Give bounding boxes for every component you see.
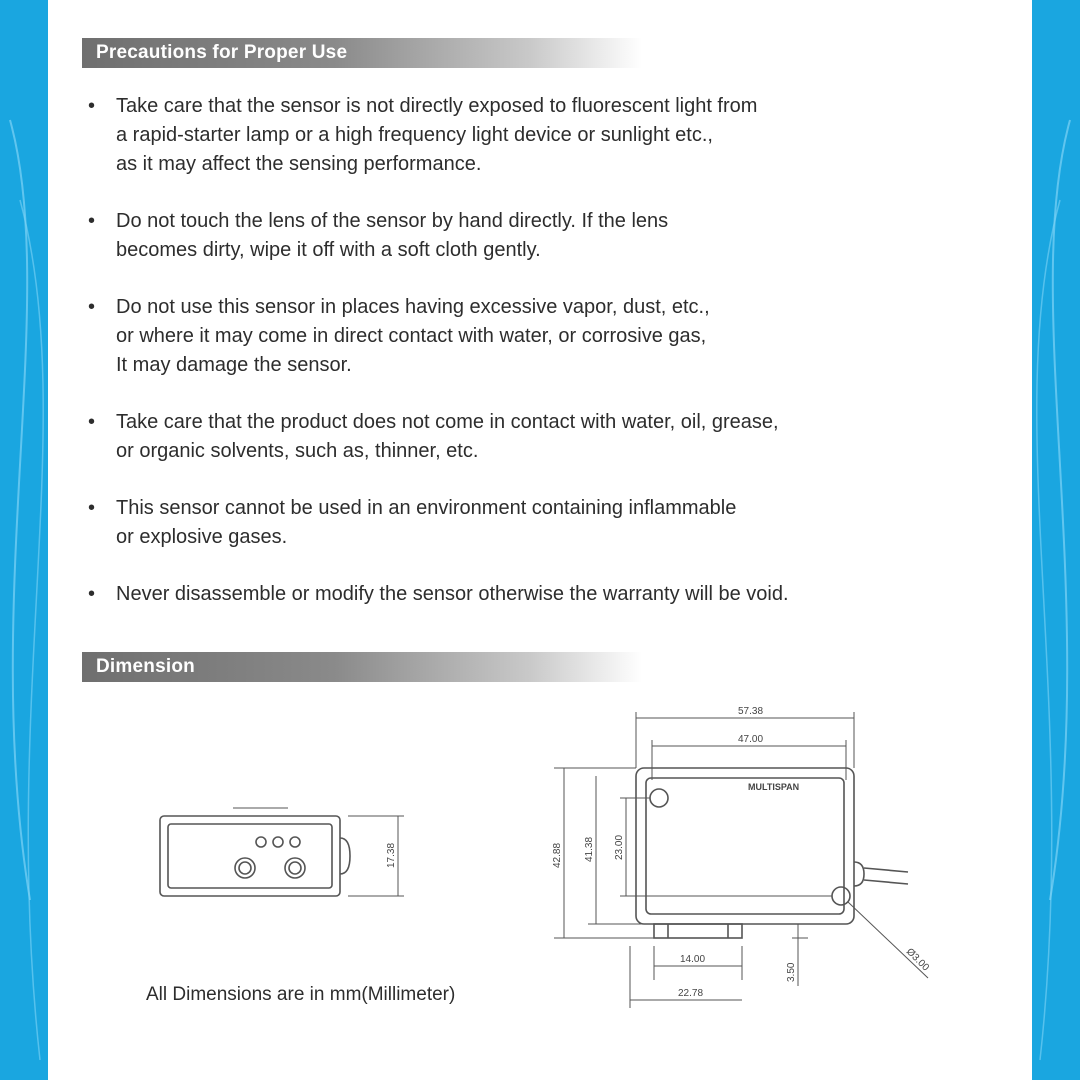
dimension-note: All Dimensions are in mm(Millimeter) [146, 984, 456, 1005]
precaution-item: • Do not use this sensor in places having excessive vapor, dust, etc., or where it may come in direct contact with water, or corrosive gas, It may damage the sensor. [88, 293, 988, 380]
dim-hole-spacing: 23.00 [614, 834, 625, 860]
dim-hole-diameter: Ø3.00 [903, 946, 931, 974]
bullet-icon: • [88, 210, 96, 232]
dim-bracket-offset: 22.78 [678, 988, 704, 999]
precautions-list [88, 92, 988, 637]
precaution-item: • Take care that the sensor is not directly exposed to fluorescent light from a rapid-starter lamp or a high frequency light device or sunlight etc., as it may affect the sensing performance. [88, 92, 988, 179]
dimension-drawing [48, 690, 1032, 1020]
bullet-icon: • [88, 296, 96, 318]
precautions-header: Precautions for Proper Use [82, 38, 642, 68]
dim-bracket-height: 3.50 [786, 962, 797, 982]
dimension-header: Dimension [82, 652, 642, 682]
precaution-item: • This sensor cannot be used in an environment containing inflammable or explosive gases. [88, 494, 988, 552]
bullet-icon: • [88, 497, 96, 519]
dim-height-body: 41.38 [584, 836, 595, 862]
precaution-item: • Do not touch the lens of the sensor by hand directly. If the lens becomes dirty, wipe it off with a soft cloth gently. [88, 207, 988, 265]
bullet-icon: • [88, 583, 96, 605]
precaution-item: • Never disassemble or modify the sensor otherwise the warranty will be void. [88, 580, 988, 609]
bullet-icon: • [88, 95, 96, 117]
precaution-item: • Take care that the product does not come in contact with water, oil, grease, or organic solvents, such as, thinner, etc. [88, 408, 988, 466]
dim-bracket-width: 14.00 [680, 954, 706, 965]
bullet-icon: • [88, 411, 96, 433]
brand-label: MULTISPAN [748, 782, 800, 792]
dim-width-overall: 57.38 [738, 706, 764, 717]
dim-height-overall: 42.88 [552, 842, 563, 868]
sensor-side-view [160, 808, 404, 896]
sensor-front-view [636, 768, 908, 938]
dim-width-holes: 47.00 [738, 734, 764, 745]
document-sheet [48, 0, 1032, 1080]
dim-side-depth: 17.38 [386, 842, 397, 868]
dimension-lines [554, 712, 928, 1008]
